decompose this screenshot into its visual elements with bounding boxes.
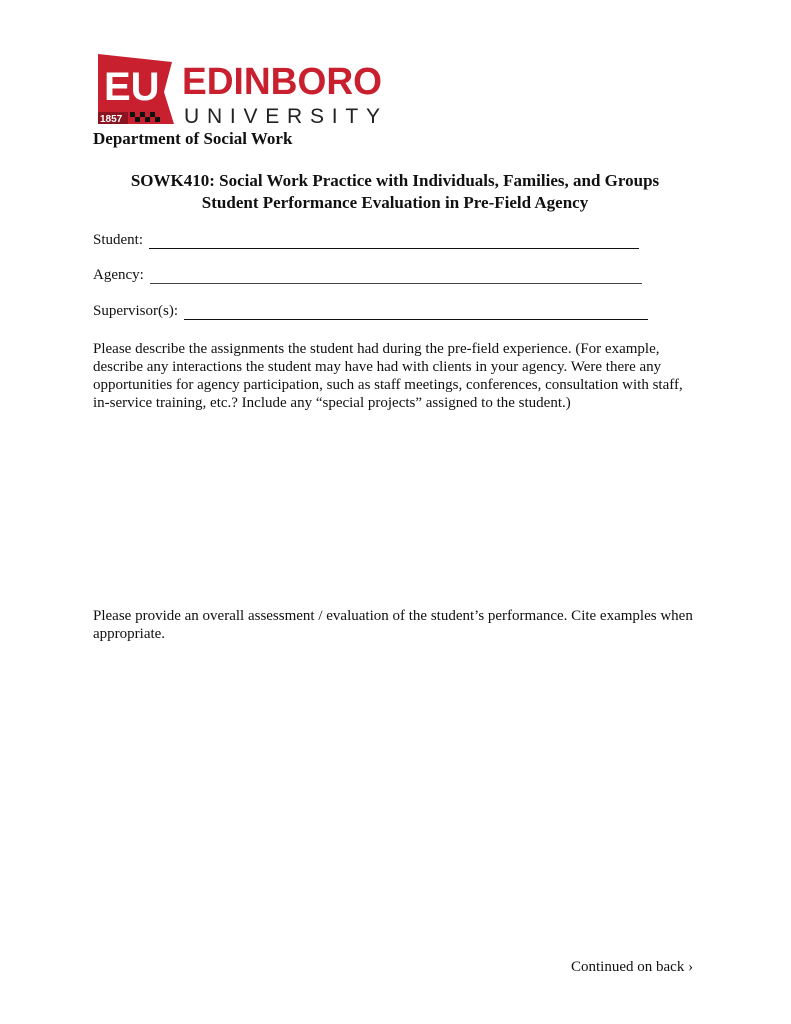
form-title-block: [93, 170, 697, 214]
logo-subname: UNIVERSITY: [184, 105, 380, 128]
student-label: Student:: [93, 232, 144, 248]
department-heading: Department of Social Work: [93, 129, 293, 148]
agency-input-line[interactable]: [150, 268, 642, 284]
course-title: SOWK410: Social Work Practice with Individuals, Families, and Groups: [130, 171, 660, 190]
form-title: Student Performance Evaluation in Pre-Field Agency: [201, 193, 589, 212]
agency-field: [93, 267, 642, 284]
assessment-prompt: Please provide an overall assessment / evaluation of the student’s performance. Cite examples when appropriate.: [93, 608, 693, 642]
agency-label: Agency:: [93, 267, 144, 283]
logo-name: EDINBORO: [182, 61, 382, 103]
supervisor-input-line[interactable]: [184, 304, 648, 320]
continued-on-back-note: Continued on back ›: [571, 959, 694, 975]
assignments-prompt: Please describe the assignments the student had during the pre-field experience. (For example, describe any interactions the student may have had with clients in your agency. Were there any opportunities for agency participation, such as staff meetings, conferences, consultation with staff, in-service training, etc.? Include any “special projects” assigned to the student.): [93, 341, 683, 411]
student-input-line[interactable]: [149, 233, 639, 249]
student-field: [93, 232, 639, 249]
supervisor-label: Supervisor(s):: [93, 303, 178, 319]
edinboro-university-logo: [96, 52, 386, 128]
logo-year: 1857: [100, 114, 123, 125]
logo-monogram: EU: [104, 65, 160, 109]
supervisor-field: [93, 303, 648, 320]
